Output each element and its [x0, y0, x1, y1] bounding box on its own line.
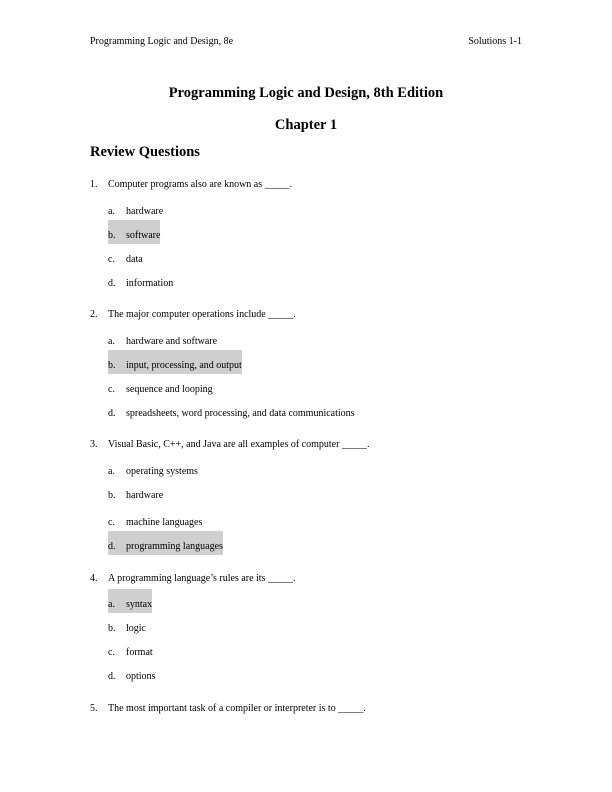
option-letter: d.	[108, 408, 116, 419]
question-number: 4.	[90, 573, 98, 584]
option-letter: c.	[108, 517, 115, 528]
chapter-title: Chapter 1	[274, 117, 338, 133]
option-text: hardware	[126, 490, 164, 501]
question-stem: A programming language’s rules are its _____.	[108, 573, 296, 584]
question-stem: Computer programs also are known as _____.	[108, 179, 293, 190]
document-title: Programming Logic and Design, 8th Edition	[168, 85, 444, 101]
question-stem: Visual Basic, C++, and Java are all examples of computer _____.	[108, 439, 370, 450]
option-text: syntax	[126, 599, 153, 610]
option-letter: b.	[108, 623, 116, 634]
option-letter: b.	[108, 230, 116, 241]
option-text: operating systems	[126, 466, 198, 477]
header-book-title: Programming Logic and Design, 8e	[90, 36, 234, 47]
option-letter: b.	[108, 490, 116, 501]
option-letter: d.	[108, 541, 116, 552]
question-stem: The major computer operations include _____.	[108, 309, 296, 320]
option-text: data	[126, 254, 143, 265]
option-letter: c.	[108, 254, 115, 265]
option-text: format	[126, 647, 153, 658]
header-page-number: Solutions 1-1	[468, 36, 522, 47]
option-letter: d.	[108, 671, 116, 682]
option-text: software	[126, 230, 161, 241]
option-letter: b.	[108, 360, 116, 371]
option-letter: a.	[108, 466, 115, 477]
question-number: 5.	[90, 703, 98, 714]
option-text: hardware and software	[126, 336, 218, 347]
question-number: 2.	[90, 309, 98, 320]
option-text: input, processing, and output	[126, 360, 242, 371]
option-text: information	[126, 278, 174, 289]
option-letter: a.	[108, 336, 115, 347]
option-text: programming languages	[126, 541, 223, 552]
section-heading: Review Questions	[90, 144, 200, 160]
option-text: hardware	[126, 206, 164, 217]
option-letter: a.	[108, 599, 115, 610]
question-number: 1.	[90, 179, 98, 190]
option-text: options	[126, 671, 156, 682]
option-letter: c.	[108, 384, 115, 395]
option-letter: c.	[108, 647, 115, 658]
question-stem: The most important task of a compiler or interpreter is to _____.	[108, 703, 366, 714]
option-letter: a.	[108, 206, 115, 217]
question-number: 3.	[90, 439, 98, 450]
option-text: sequence and looping	[126, 384, 213, 395]
option-text: spreadsheets, word processing, and data communications	[126, 408, 355, 419]
option-letter: d.	[108, 278, 116, 289]
option-text: logic	[126, 623, 146, 634]
option-text: machine languages	[126, 517, 203, 528]
